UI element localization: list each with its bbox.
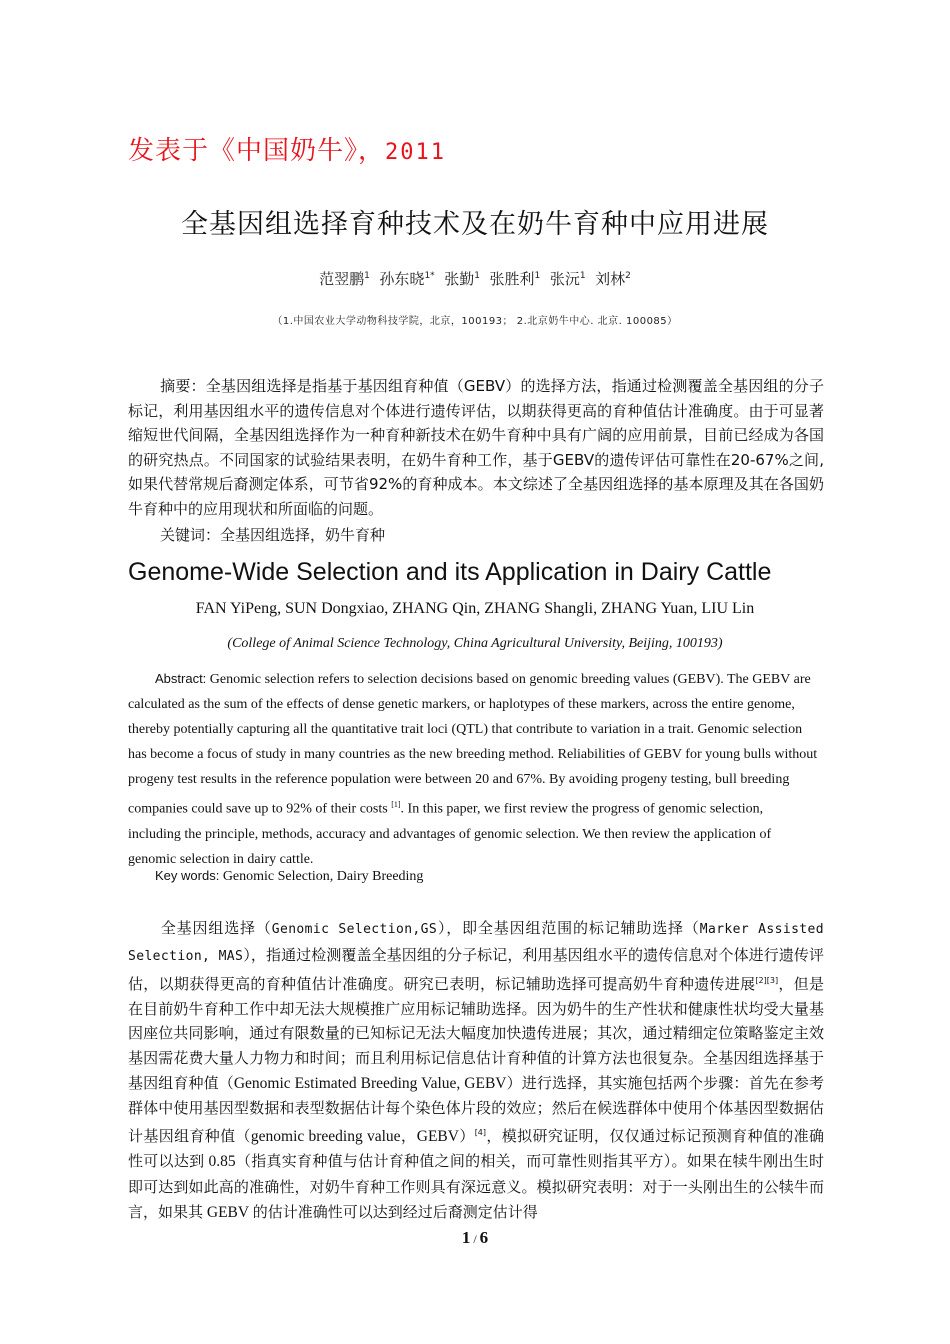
authors-english: FAN YiPeng, SUN Dongxiao, ZHANG Qin, ZHANG Shangli, ZHANG Yuan, LIU Lin [195, 600, 755, 617]
publication-note [128, 130, 446, 167]
title-english: Genome-Wide Selection and its Application in Dairy Cattle [128, 558, 772, 586]
body-text-run: ），即全基因组范围的标记辅助选择（ [437, 919, 700, 937]
keywords-text-en: Genomic Selection, Dairy Breeding [219, 869, 424, 884]
abstract-text-en-cont: . In this paper, we first review the progress of genomic selection, including the principle, methods, accuracy and advantages of genomic selection. We then review the application of genomic selection in dairy cattle. [128, 801, 772, 867]
body-text-run: ）进行选择，其实施包括两个步骤：首先在参考群体中使用基因型数据和表型数据估计每个染色体片段的效应；然后在候选群体中使用个体基因型数据估计基因组育种值（ [128, 1073, 824, 1145]
citation-ref: [1] [391, 800, 401, 809]
body-paragraph [128, 916, 824, 1225]
author-affil-mark: 1* [424, 271, 435, 281]
author-affil-mark: 1 [534, 271, 541, 281]
body-text-run: 的估计准确性可以达到经过后裔测定估计得 [252, 1202, 538, 1221]
body-text-run: ，模拟研究证明，仅仅通过标记预测育种值的准确性可以达到 [128, 1126, 824, 1171]
abstract-text-cn: 全基因组选择是指基于基因组育种值（GEBV）的选择方法，指通过检测覆盖全基因组的分子标记，利用基因组水平的遗传信息对个体进行遗传评估，以期获得更高的育种值估计准确度。由于可显著缩短世代间隔，全基因组选择作为一种育种新技术在奶牛育种中具有广阔的应用前景，目前已经成为各国的研究热点。不同国家的试验结果表明，在奶牛育种工作，基于GEBV的遗传评估可靠性在20-67%之间,如果代替常规后裔测定体系，可节省92%的育种成本。本文综述了全基因组选择的基本原理及其在各国奶牛育种中的应用现状和所面临的问题。 [128, 377, 824, 518]
author: 刘林 [595, 270, 626, 288]
keywords-chinese: 关键词：全基因组选择，奶牛育种 [160, 526, 386, 544]
author: 孙东晓 [379, 270, 425, 288]
title-chinese: 全基因组选择育种技术及在奶牛育种中应用进展 [181, 209, 769, 240]
body-text-run: ，但是在目前奶牛育种工作中却无法大规模推广应用标记辅助选择。因为奶牛的生产性状和健康性状均受大量基因座位共同影响，通过有限数量的已知标记无法大幅度加快遗传进展；其次，通过精细定位策略鉴定主效基因需花费大量人力物力和时间；而且利用标记信息估计育种值的计算方法也很复杂。全基因组选择基于基因组育种值（ [128, 975, 824, 1092]
affiliation-english: (College of Animal Science Technology, China Agricultural University, Beijing, 100193) [227, 636, 723, 651]
citation-ref: [4] [474, 1127, 487, 1137]
abstract-text-en: Genomic selection refers to selection decisions based on genomic breeding values (GEBV). The GEBV are calculated as the sum of the effects of dense genetic markers, or haplotypes of these markers, across the entire genome, thereby potentially capturing all the quantitative trait loci (QTL) that contribute to variation in a trait. Genomic selection has become a focus of study in many countries as the new breeding method. Reliabilities of GEBV for young bulls without progeny test results in the reference population were between 20 and 67%. By avoiding progeny testing, bull breeding companies could save up to 92% of their costs [128, 672, 818, 817]
body-text-run: （指真实育种值与估计育种值之间的相关，而可靠性则指其平方）。如果在犊牛刚出生时即可达到如此高的准确性，对奶牛育种工作则具有深远意义。模拟研究表明：对于一头刚出生的公犊牛而言，如果其 [128, 1152, 824, 1221]
author-affil-mark: 1 [474, 271, 480, 281]
author-affil-mark: 2 [625, 271, 631, 281]
publication-year: 2011 [385, 140, 446, 165]
abstract-label-cn: 摘要： [160, 377, 206, 395]
abstract-chinese [128, 374, 824, 522]
keywords-english [155, 868, 423, 885]
author-affil-mark: 1 [579, 271, 586, 281]
author: 张勤 [444, 270, 475, 288]
body-text-run: GEBV [203, 1203, 253, 1221]
body-text-run: genomic breeding value，GEBV [250, 1127, 459, 1145]
body-text-run: Marker Assisted Selection, MAS [128, 922, 824, 964]
body-text-run: ），指通过检测覆盖全基因组的分子标记，利用基因组水平的遗传信息对个体进行遗传评估，以期获得更高的育种值估计准确度。研究已表明，标记辅助选择可提高奶牛育种遗传进展 [128, 945, 824, 994]
author: 张沅 [549, 270, 580, 288]
body-text-run: ） [458, 1126, 475, 1145]
abstract-label-en: Abstract: [155, 671, 207, 686]
body-text-run: 全基因组选择（ [160, 919, 272, 937]
publication-journal: 发表于《中国奶牛》， [128, 136, 386, 166]
body-text-run: 0.85 [204, 1153, 236, 1171]
authors-chinese [0, 268, 950, 289]
keywords-label-en: Key words: [155, 868, 220, 883]
page-current: 1 [461, 1228, 471, 1247]
citation-ref: [2][3] [755, 976, 779, 986]
abstract-english [128, 666, 818, 872]
page-total: 6 [479, 1228, 489, 1247]
body-text-run: Genomic Estimated Breeding Value, GEBV [233, 1074, 507, 1092]
affiliation-chinese: （1.中国农业大学动物科技学院，北京，100193； 2.北京奶牛中心. 北京. 100085） [272, 316, 678, 327]
page-separator: / [470, 1232, 480, 1246]
page-number [0, 1228, 950, 1248]
author: 范翌鹏 [319, 270, 365, 288]
body-text-run: Genomic Selection,GS [271, 922, 438, 937]
author: 张胜利 [489, 270, 535, 288]
author-affil-mark: 1 [364, 271, 370, 281]
